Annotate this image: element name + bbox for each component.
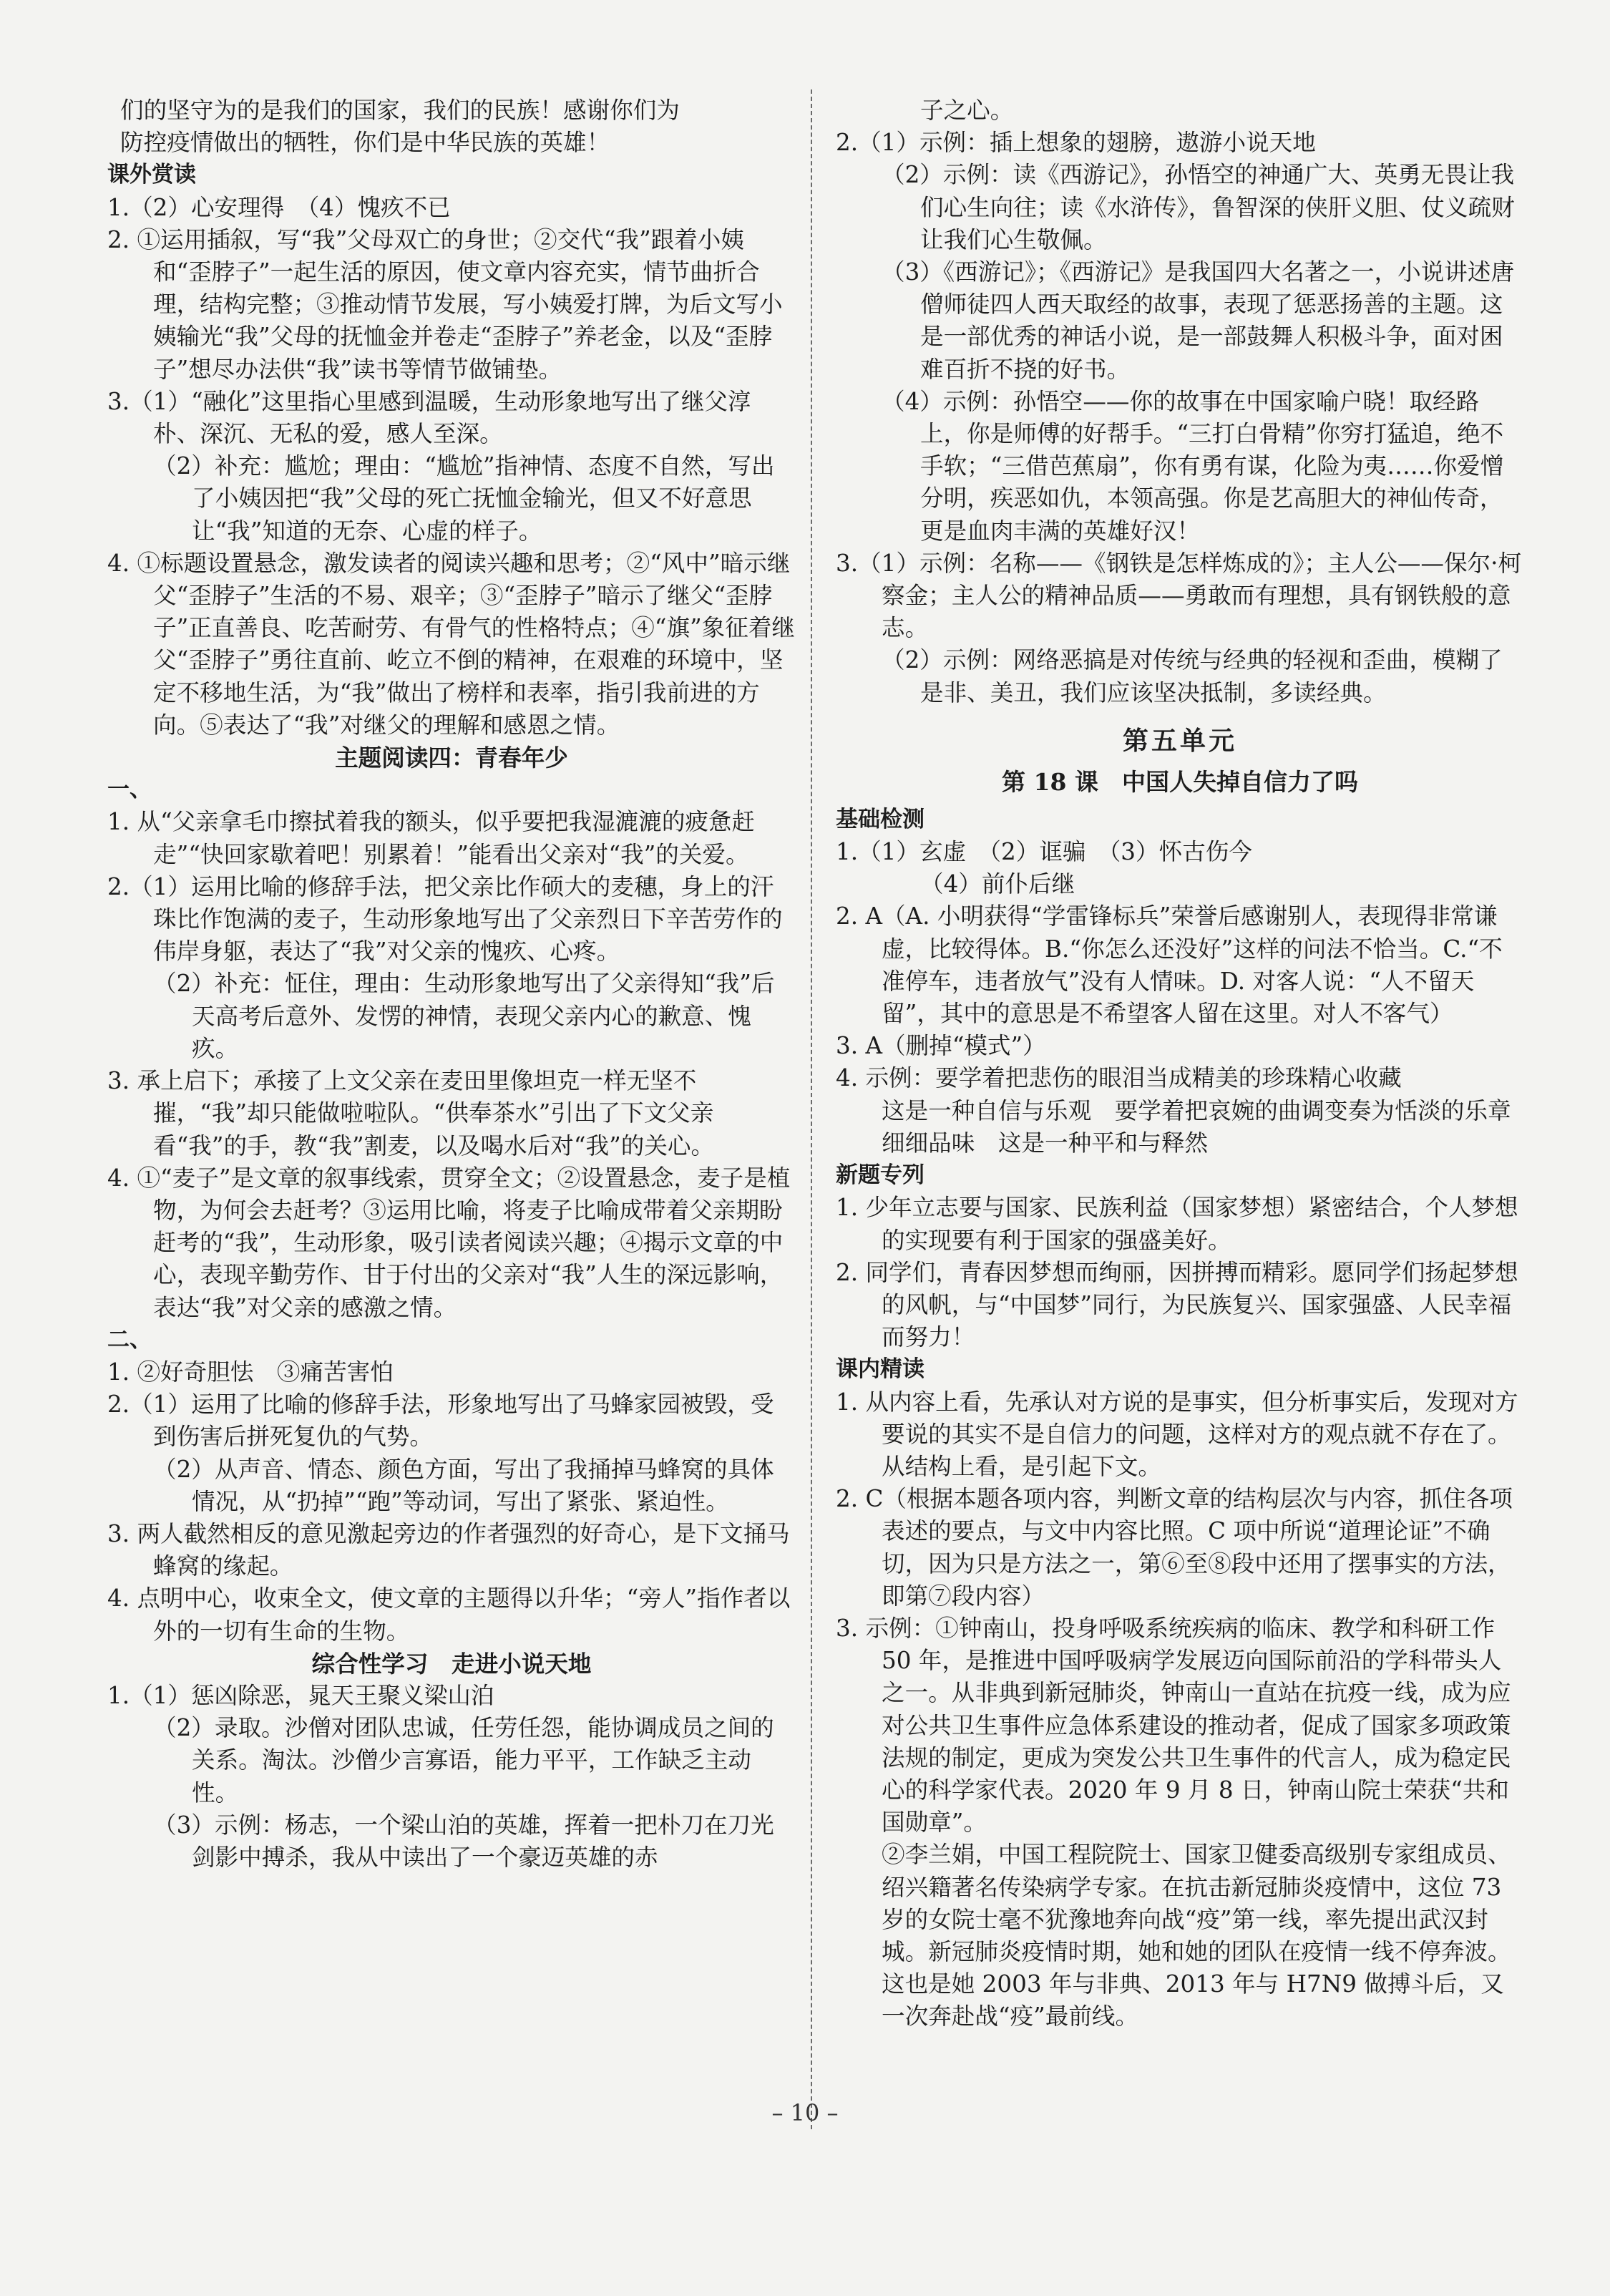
section-heading-jichu: 基础检测 — [836, 806, 924, 832]
answer-item: 2.（1）运用了比喻的修辞手法，形象地写出了马蜂家园被毁，受到伤害后拼死复仇的气势。 — [107, 1391, 774, 1451]
answer-item: 2. 同学们，青春因梦想而绚丽，因拼搏而精彩。愿同学们扬起梦想的风帆，与“中国梦”同行，为民族复兴、国家强盛、人民幸福而努力！ — [836, 1258, 1518, 1351]
answer-item: 2.（1）运用比喻的修辞手法，把父亲比作硕大的麦穗，身上的汗珠比作饱满的麦子，生动形象地写出了父亲烈日下辛苦劳作的伟岸身躯，表达了“我”对父亲的愧疚、心疼。 — [107, 872, 783, 965]
page-number: – 10 – — [771, 2099, 839, 2126]
answer-subitem: （4）示例：孙悟空——你的故事在中国家喻户晓！取经路上，你是师傅的好帮手。“三打白骨精”你穷打猛追，绝不手软；“三借芭蕉扇”，你有勇有谋，化险为夷……你爱憎分明，疾恶如仇，本领高强。你是艺高胆大的神仙传奇，更是血肉丰满的英雄好汉！ — [882, 387, 1504, 545]
answer-item: 1. 少年立志要与国家、民族利益（国家梦想）紧密结合，个人梦想的实现要有利于国家的强盛美好。 — [836, 1194, 1518, 1254]
answer-subitem: （2）示例：读《西游记》，孙悟空的神通广大、英勇无畏让我们心生向往；读《水浒传》，鲁智深的侠肝义胆、仗义疏财让我们心生敬佩。 — [882, 161, 1515, 253]
left-column — [107, 94, 796, 1874]
answer-item: 1. 从“父亲拿毛巾擦拭着我的额头，似乎要把我湿漉漉的疲惫赶走”“快回家歇着吧！别累着！”能看出父亲对“我”的关爱。 — [107, 808, 756, 868]
answer-item: 3. 承上启下；承接了上文父亲在麦田里像坦克一样无坚不摧，“我”却只能做啦啦队。“供奉茶水”引出了下文父亲看“我”的手，教“我”割麦，以及喝水后对“我”的关心。 — [107, 1067, 715, 1159]
answer-subitem: （2）录取。沙僧对团队忠诚，任劳任怨，能协调成员之间的关系。淘汰。沙僧少言寡语，能力平平，工作缺乏主动性。 — [153, 1714, 774, 1806]
answer-subitem: （3）示例：杨志，一个梁山泊的英雄，挥着一把朴刀在刀光剑影中搏杀，我从中读出了一个豪迈英雄的赤 — [153, 1811, 774, 1871]
answer-subitem: （2）示例：网络恶搞是对传统与经典的轻视和歪曲，模糊了是非、美丑，我们应该坚决抵制，多读经典。 — [882, 646, 1503, 706]
part-heading: 一、 — [107, 777, 152, 803]
answer-subitem: （3）《西游记》；《西游记》是我国四大名著之一，小说讲述唐僧师徒四人西天取经的故事，表现了惩恶扬善的主题。这是一部优秀的神话小说，是一部鼓舞人积极斗争，面对困难百折不挠的好书。 — [882, 258, 1515, 383]
answer-subitem: （2）从声音、情态、颜色方面，写出了我捅掉马蜂窝的具体情况，从“扔掉”“跑”等动词，写出了紧张、紧迫性。 — [153, 1455, 774, 1515]
answer-continuation: ②李兰娟，中国工程院院士、国家卫健委高级别专家组成员、绍兴籍著名传染病学专家。在抗击新冠肺炎疫情中，这位 73 岁的女院士毫不犹豫地奔向战“疫”第一线，率先提出武汉封城。新冠肺炎疫情时期，她和她的团队在疫情一线不停奔波。这也是她 2003 年与非典、2013 年与 H7N9 做搏斗后，又一次奔赴战“疫”最前线。 — [882, 1841, 1511, 2030]
unit-title: 第五单元 — [1122, 725, 1237, 756]
theme-title: 主题阅读四：青春年少 — [335, 744, 568, 772]
answer-item: 3. 示例：①钟南山，投身呼吸系统疾病的临床、教学和科研工作 50 年，是推进中国呼吸病学发展迈向国际前沿的学科带头人之一。从非典到新冠肺炎，钟南山一直站在抗疫一线，成为应对公共卫生事件应急体系建设的推动者，促成了国家多项政策法规的制定，更成为突发公共卫生事件的代言人，成为稳定民心的科学家代表。2020 年 9 月 8 日，钟南山院士荣获“共和国勋章”。 — [836, 1614, 1511, 1837]
zonghe-title: 综合性学习 走进小说天地 — [311, 1649, 592, 1678]
part-heading: 二、 — [107, 1326, 152, 1353]
answer-item: 1.（2）心安理得 （4）愧疚不已 — [107, 193, 451, 221]
right-column — [836, 94, 1524, 2033]
intro-line: 防控疫情做出的牺牲，你们是中华民族的英雄！ — [120, 129, 610, 157]
answer-item: 4. 点明中心，收束全文，使文章的主题得以升华；“旁人”指作者以外的一切有生命的生物。 — [107, 1585, 791, 1645]
column-divider — [811, 89, 812, 2129]
answer-item: 3.（1）示例：名称——《钢铁是怎样炼成的》；主人公——保尔·柯察金；主人公的精神品质——勇敢而有理想，具有钢铁般的意志。 — [836, 549, 1522, 642]
section-heading-xinti: 新题专列 — [836, 1162, 924, 1189]
answer-continuation: 这是一种自信与乐观 要学着把哀婉的曲调变奏为恬淡的乐章细细品味 这是一种平和与释然 — [882, 1096, 1511, 1157]
section-heading-kewai: 课外赏读 — [107, 162, 196, 188]
answer-item: 2. A（A. 小明获得“学雷锋标兵”荣誉后感谢别人，表现得非常谦虚，比较得体。B.“你怎么还没好”这样的问法不恰当。C.“不准停车，违者放气”没有人情味。D. 对客人说：“人不留天留”，其中的意思是不希望客人留在这里。对人不客气） — [836, 903, 1503, 1028]
answer-subitem: （2）补充：怔住，理由：生动形象地写出了父亲得知“我”后天高考后意外、发愣的神情，表现父亲内心的歉意、愧疚。 — [153, 970, 775, 1062]
intro-line: 们的坚守为的是我们的国家，我们的民族！感谢你们为 — [120, 97, 680, 124]
answer-item: 1.（1）惩凶除恶，晁天王聚义梁山泊 — [107, 1681, 494, 1709]
answer-subitem: （2）补充：尴尬；理由：“尴尬”指神情、态度不自然，写出了小姨因把“我”父母的死亡抚恤金输光，但又不好意思让“我”知道的无奈、心虚的样子。 — [153, 452, 775, 545]
continued-line: 子之心。 — [920, 97, 1014, 124]
section-heading-kenei: 课内精读 — [836, 1356, 924, 1383]
answer-item: 4. ①“麦子”是文章的叙事线索，贯穿全文；②设置悬念，麦子是植物，为何会去赶考？③运用比喻，将麦子比喻成带着父亲期盼赶考的“我”，生动形象，吸引读者阅读兴趣；④揭示文章的中心，表现辛勤劳作、甘于付出的父亲对“我”人生的深远影响，表达“我”对父亲的感激之情。 — [107, 1164, 791, 1321]
lesson-title: 第 18 课 中国人失掉自信力了吗 — [1002, 767, 1358, 796]
answer-item: 4. ①标题设置悬念，激发读者的阅读兴趣和思考；②“风中”暗示继父“歪脖子”生活的不易、艰辛；③“歪脖子”暗示了继父“歪脖子”正直善良、吃苦耐劳、有骨气的性格特点；④“旗”象征着继父“歪脖子”勇往直前、屹立不倒的精神，在艰难的环境中，坚定不移地生活，为“我”做出了榜样和表率，指引我前进的方向。⑤表达了“我”对继父的理解和感恩之情。 — [107, 549, 795, 739]
answer-item: 2.（1）示例：插上想象的翅膀，遨游小说天地 — [836, 129, 1316, 157]
answer-item: 3. A（删掉“模式”） — [836, 1032, 1046, 1060]
answer-item: 1.（1）玄虚 （2）诓骗 （3）怀古伤今 — [836, 838, 1252, 866]
answer-item: 3.（1）“融化”这里指心里感到温暖，生动形象地写出了继父淳朴、深沉、无私的爱，感人至深。 — [107, 387, 751, 448]
answer-item: 1. 从内容上看，先承认对方说的是事实，但分析事实后，发现对方要说的其实不是自信力的问题，这样对方的观点就不存在了。从结构上看，是引起下文。 — [836, 1388, 1518, 1480]
answer-subitem: （4）前仆后继 — [920, 870, 1075, 898]
answer-item: 4. 示例：要学着把悲伤的眼泪当成精美的珍珠精心收藏 — [836, 1064, 1402, 1092]
answer-item: 2. ①运用插叙，写“我”父母双亡的身世；②交代“我”跟着小姨和“歪脖子”一起生活的原因，使文章内容充实，情节曲折合理，结构完整；③推动情节发展，写小姨爱打牌，为后文写小姨输光“我”父母的抚恤金并卷走“歪脖子”养老金，以及“歪脖子”想尽办法供“我”读书等情节做铺垫。 — [107, 225, 783, 383]
answer-item: 3. 两人截然相反的意见激起旁边的作者强烈的好奇心，是下文捅马蜂窝的缘起。 — [107, 1519, 790, 1580]
answer-item: 2. C（根据本题各项内容，判断文章的结构层次与内容，抓住各项表述的要点，与文中内容比照。C 项中所说“道理论证”不确切，因为只是方法之一，第⑥至⑧段中还用了摆事实的方法，即第⑦段内容） — [836, 1485, 1513, 1610]
answer-item: 1. ②好奇胆怯 ③痛苦害怕 — [107, 1358, 394, 1386]
